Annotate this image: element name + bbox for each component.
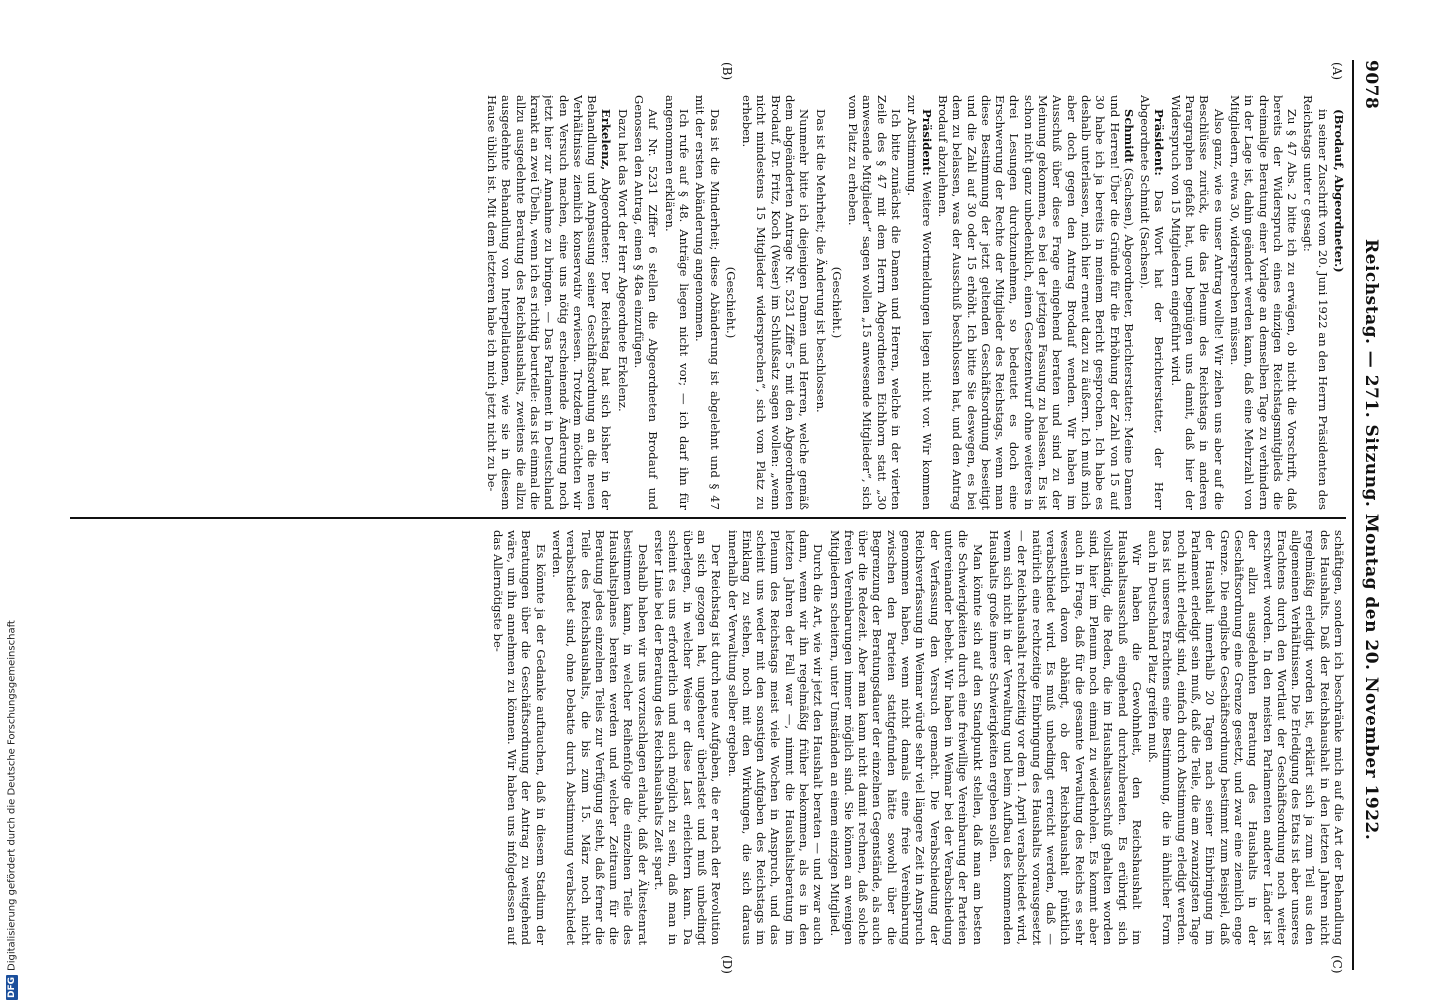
page-header	[1358, 60, 1384, 970]
column-divider	[70, 517, 1346, 519]
paragraph: schäftigen, sondern ich beschränke mich auf die Art der Behandlung des Haushalts. Daß der Reichshaushalt in den letzten Jahren nicht regelmäßig erledigt worden ist, erklärt sich ja zum Teil aus den allgemeinen Verhältnissen. Die Erledigung des Etats ist aber unseres Erachtens durch den Wortlaut der Geschäftsordnung noch weiter erschwert worden. In den meisten Parlamenten anderer Länder ist der allzu ausgedehnten Beratung des Haushalts in der Geschäftsordnung eine Grenze gesetzt, und zwar eine ziemlich enge Grenze. Die englische Geschäftsordnung bestimmt zum Beispiel, daß der Haushalt innerhalb 20 Tagen nach seiner Einbringung im Parlament erledigt sein muß, daß die Teile, die am zwanzigsten Tage noch nicht erledigt sind, einfach durch Abstimmung erledigt werden. Das ist unseres Erachtens eine Bestimmung, die in ähnlicher Form auch in Deutschland Platz greifen muß.	[1146, 530, 1346, 945]
paragraph: in seiner Zuschrift vom 20. Juni 1922 an den Herrn Präsidenten des Reichstags unter c gesagt:	[1301, 95, 1330, 510]
margin-marker-b: (B)	[720, 62, 734, 81]
paragraph: Der Reichstag ist durch neue Aufgaben, die er nach der Revolution an sich gezogen hat, ungeheuer überlastet und muß unbedingt überlegen, in welcher Weise er diese Last erleichtern kann. Da scheint es uns erforderlich und auch möglich zu sein, daß man in erster Linie bei der Beratung des Reichshaushalts Zeit spart.	[652, 530, 724, 945]
margin-marker-a: (A)	[1330, 62, 1344, 81]
stage-direction: (Geschieht.)	[723, 266, 738, 339]
paragraph: Es könnte ja der Gedanke auftauchen, daß in diesem Stadium der Beratungen über die Geschäftsordnung der Antrag zu weitgehend wäre, um ihn annehmen zu können. Wir haben uns infolgedessen auf das Allernötigste be-	[490, 530, 548, 945]
margin-marker-c: (C)	[1330, 955, 1344, 974]
speaker-name: (Brodauf, Abgeordneter.)	[1332, 109, 1346, 273]
digitization-note	[2, 600, 22, 1000]
paragraph: Dazu hat das Wort der Herr Abgeordnete Erkelenz.	[615, 109, 630, 412]
paragraph: Zu § 47 Abs. 2 bitte ich zu erwägen, ob nicht die Vorschrift, daß bereits der Widerspruch eines einzigen Reichstagsmitglieds die dreimalige Beratung einer Vorlage an demselben Tage zu verhindern in der Lage ist, dahin geändert werden kann, daß eine Mehrzahl von Mitgliedern, etwa 30, widersprechen müssen.	[1227, 95, 1300, 510]
speaker-paragraph	[1332, 95, 1346, 510]
page-number: 9078	[1361, 60, 1381, 110]
paragraph: Ich rufe auf § 48. Anträge liegen nicht vor; — ich darf ihn für angenommen erklären.	[662, 95, 691, 510]
dfg-logo: DFG	[7, 976, 17, 998]
paragraph: Man könnte sich auf den Standpunkt stellen, daß man am besten die Schwierigkeiten durch eine freiwillige Vereinbarung der Parteien untereinander behebt. Wir haben in Weimar bei der Verabschiedung der Verfassung den Versuch gemacht. Die Verabschiedung der Reichsverfassung in Weimar würde sehr viel längere Zeit in Anspruch genommen haben, wenn nicht damals eine freie Vereinbarung zwischen den Parteien stattgefunden hätte sowohl über die Begrenzung der Beratungsdauer der einzelnen Gegenstände, als auch über die Redezeit. Aber man kann nicht damit rechnen, daß solche freien Vereinbarungen immer möglich sind. Sie können an wenigen Mitgliedern scheitern, unter Umständen an einem einzigen Mitglied.	[827, 530, 985, 945]
speaker-name: Schmidt	[1121, 109, 1136, 163]
speaker-paragraph: Erkelenz, Abgeordneter: Der Reichstag hat sich bisher in der Behandlung und Anpassung seiner Geschäftsordnung an die neuen Verhältnisse ziemlich konservativ erwiesen. Trotzdem möchten wir den Versuch machen, eine uns nötig erscheinende Änderung noch jetzt hier zur Annahme zu bringen. — Das Parlament in Deutschland krankt an zwei Übeln, wenn ich es richtig beurteile: das ist einmal die allzu ausgedehnte Beratung des Reichshaushalts, zweitens die allzu ausgedehnte Behandlung von Interpellationen, wie sie in diesem Hause üblich ist. Mit dem letzteren habe ich mich jetzt nicht zu be-	[485, 95, 614, 510]
page-title: Reichstag. — 271. Sitzung. Montag den 20. November 1922.	[1361, 239, 1381, 841]
paragraph: Auf Nr. 5231 Ziffer 6 stellen die Abgeordneten Brodauf und Genossen den Antrag, einen § 48a einzufügen.	[632, 95, 661, 510]
paragraph: Das ist die Minderheit; diese Abänderung ist abgelehnt und § 47 mit der ersten Abänderung angenommen.	[693, 95, 722, 510]
paragraph: Nunmehr bitte ich diejenigen Damen und Herren, welche gemäß dem abgeänderten Antrage Nr. 5231 Ziffer 5 mit den Abgeordneten Brodauf, Dr. Fritz, Koch (Weser) im Schlußsatz sagen wollen: „wenn nicht mindestens 15 Mitglieder widersprechen“, sich vom Platz zu erheben.	[740, 95, 812, 510]
paragraph: Durch die Art, wie wir jetzt den Haushalt beraten — und zwar auch dann, wenn wir ihn regelmäßig früher bekommen, als es in den letzten Jahren der Fall war —, nimmt die Haushaltsberatung im Plenum des Reichstags meist viele Wochen in Anspruch, und das scheint uns weder mit den sonstigen Aufgaben des Reichstags im Einklang zu stehen, noch mit den Wirkungen, die sich daraus innerhalb der Verwaltung selber ergeben.	[725, 530, 826, 945]
paragraph: Das ist die Mehrheit; die Änderung ist beschlossen.	[813, 109, 828, 413]
left-column	[70, 95, 1346, 510]
speaker-name: Erkelenz,	[599, 109, 614, 171]
paragraph: Wir haben die Gewohnheit, den Reichshaushalt im Haushaltsausschuß eingehend durchzuberaten. Es erübrigt sich vollständig, die Reden, die im Haushaltsausschuß gehalten worden sind, hier im Plenum noch einmal zu wiederholen. Es kommt aber auch in Frage, daß für die gesamte Verwaltung des Reichs es sehr wesentlich davon abhängt, ob der Reichshaushalt pünktlich verabschiedet wird. Es muß unbedingt erreicht werden, daß — natürlich eine rechtzeitige Einbringung des Haushalts vorausgesetzt — der Reichshaushalt rechtzeitig vor dem 1. April verabschiedet wird, wenn sich nicht in der Verwaltung und beim Aufbau des kommenden Haushalts große innere Schwierigkeiten ergeben sollen.	[986, 530, 1144, 945]
digitization-note-text: Digitalisierung gefördert durch die Deutsche Forschungsgemeinschaft	[6, 620, 18, 971]
speaker-paragraph: Präsident: Weitere Wortmeldungen liegen nicht vor. Wir kommen zur Abstimmung.	[905, 95, 934, 510]
paragraph: Ich bitte zunächst die Damen und Herren, welche in der vierten Zeile des § 47 mit dem Herrn Abgeordneten Eichhorn statt „30 anwesende Mitglieder“ sagen wollen „15 anwesende Mitglieder“, sich vom Platz zu erheben.	[846, 95, 904, 510]
speaker-name: Präsident:	[1152, 109, 1167, 176]
right-column	[70, 530, 1346, 945]
paragraph: Also ganz, wie es unser Antrag wollte! Wir ziehen uns aber auf die Beschlüsse zurück, die das Plenum des Reichstags in anderen Paragraphen gefaßt hat, und begnügen uns damit, daß hier der Widerspruch von 15 Mitgliedern eingeführt wird.	[1168, 95, 1226, 510]
header-rule	[1352, 60, 1354, 970]
speaker-paragraph: Schmidt (Sachsen), Abgeordneter, Berichterstatter: Meine Damen und Herren! Über die Gründe für die Erhöhung der Zahl von 15 auf 30 habe ich ja bereits in meinem Bericht gesprochen. Ich habe es deshalb unterlassen, mich hier erneut dazu zu äußern. Ich muß mich aber doch gegen den Antrag Brodauf wenden. Wir haben im Ausschuß über diese Frage eingehend beraten und sind zu der Meinung gekommen, es bei der jetzigen Fassung zu belassen. Es ist schon nicht ganz unbedenklich, einen Gesetzentwurf ohne weiteres in drei Lesungen durchzunehmen, so bedeutet es doch eine Erschwerung der Rechte der Mitglieder des Reichstags, wenn man diese Bestimmung der jetzt geltenden Geschäftsordnung beseitigt und die Zahl auf 30 oder 15 erhöht. Ich bitte Sie deswegen, es bei dem zu belassen, was der Ausschuß beschlossen hat, und den Antrag Brodauf abzulehnen.	[935, 95, 1136, 510]
speaker-name: Präsident:	[919, 109, 934, 176]
speaker-paragraph: Präsident: Das Wort hat der Berichterstatter, der Herr Abgeordnete Schmidt (Sachsen).	[1138, 95, 1167, 510]
margin-marker-d: (D)	[720, 955, 734, 974]
paragraph: Deshalb haben wir uns vorzuschlagen erlaubt, daß der Ältestenrat bestimmen kann, in welcher Reihenfolge die einzelnen Teile des Haushaltsplanes beraten werden und welcher Zeitraum für die Beratung jedes einzelnen Teiles zur Verfügung steht, daß ferner die Teile des Reichshaushalts, die bis zum 15. März noch nicht verabschiedet sind, ohne Debatte durch Abstimmung verabschiedet werden.	[549, 530, 650, 945]
stage-direction: (Geschieht.)	[829, 266, 844, 339]
